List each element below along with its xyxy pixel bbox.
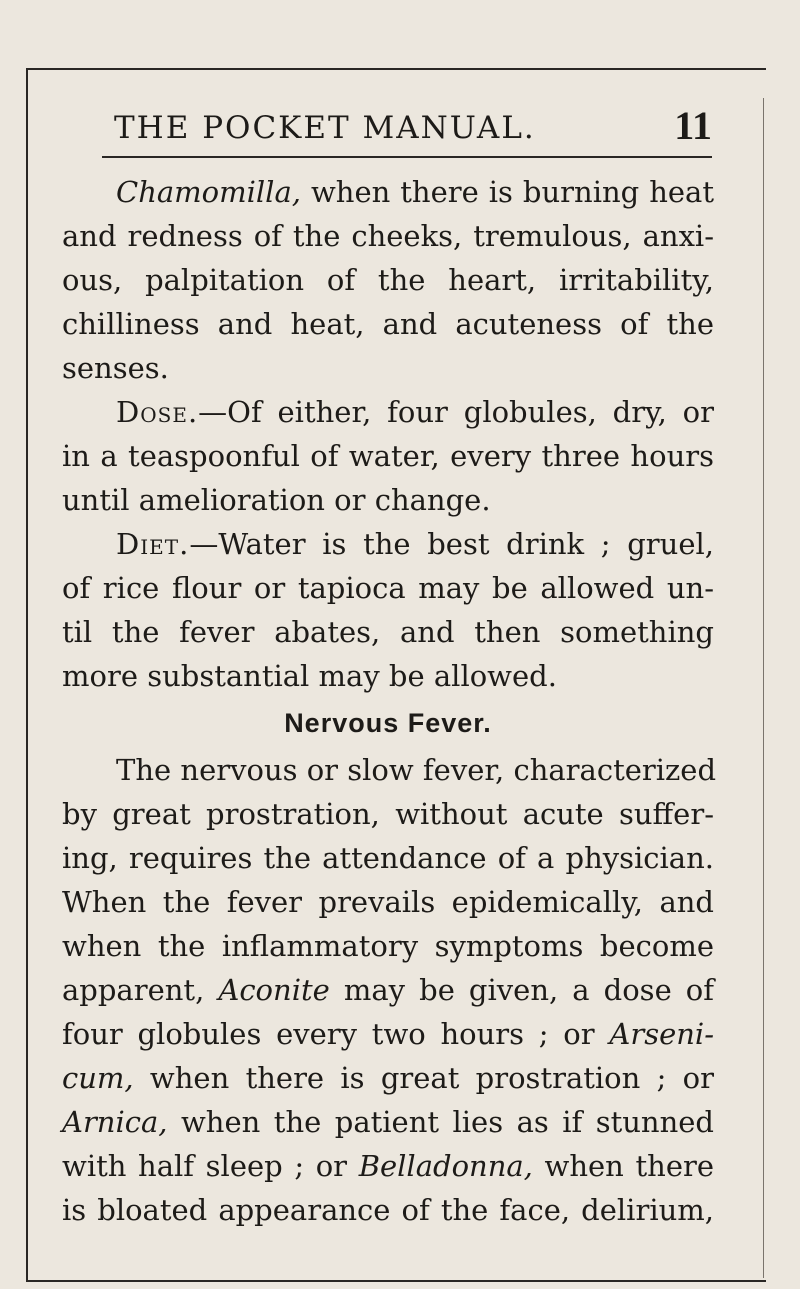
text-line: is bloated appearance of the face, delirium,	[62, 1193, 714, 1227]
text-span: when there	[532, 1149, 715, 1183]
text-line: ing, requires the attendance of a physician.	[62, 841, 714, 875]
text-line: of rice flour or tapioca may be allowed un-	[62, 571, 714, 605]
text-span: when there is great prostration ; or	[133, 1061, 714, 1095]
text-line: The nervous or slow fever, characterized	[116, 753, 717, 787]
section-heading: Nervous Fever.	[284, 708, 492, 738]
frame-edge	[763, 98, 764, 1278]
page-number: 11	[674, 103, 712, 148]
remedy-name: Arnica,	[62, 1105, 168, 1139]
text-span: four globules every two hours ; or	[62, 1017, 610, 1051]
text-line: by great prostration, without acute suffer-	[62, 797, 714, 831]
remedy-name: Chamomilla,	[116, 175, 301, 209]
text-line	[62, 522, 714, 566]
text-line: more substantial may be allowed.	[62, 659, 557, 693]
text-line	[62, 1012, 714, 1056]
page-header	[100, 100, 714, 150]
text-line	[62, 1056, 714, 1100]
page-body	[62, 170, 717, 1232]
remedy-name: Belladonna,	[358, 1149, 533, 1183]
text-line	[62, 170, 714, 214]
text-line: when the inflammatory symptoms become	[62, 929, 714, 963]
text-span: may be given, a dose of	[329, 973, 715, 1007]
text-line: until amelioration or change.	[62, 483, 491, 517]
text-line	[62, 1144, 714, 1188]
text-line: ous, palpitation of the heart, irritability,	[62, 263, 714, 297]
text-line: chilliness and heat, and acuteness of the	[62, 307, 714, 341]
text-line: and redness of the cheeks, tremulous, anxi-	[62, 219, 714, 253]
text-span: with half sleep ; or	[62, 1149, 359, 1183]
text-line: senses.	[62, 351, 169, 385]
section-label-dose: Dose.	[116, 395, 199, 429]
header-rule	[102, 156, 712, 158]
remedy-name: cum,	[62, 1061, 134, 1095]
running-head: THE POCKET MANUAL.	[114, 110, 536, 146]
text-line	[62, 968, 714, 1012]
text-line	[62, 390, 714, 434]
text-line: in a teaspoonful of water, every three hours	[62, 439, 714, 473]
text-line	[62, 1100, 714, 1144]
text-span: —Of either, four globules, dry, or	[198, 395, 714, 429]
text-line: til the fever abates, and then something	[62, 615, 714, 649]
text-span: apparent,	[62, 973, 219, 1007]
remedy-name: Arseni-	[609, 1017, 714, 1051]
text-span: —Water is the best drink ; gruel,	[189, 527, 714, 561]
text-span: when there is burning heat	[300, 175, 714, 209]
section-label-diet: Diet.	[116, 527, 190, 561]
text-span: when the patient lies as if stunned	[167, 1105, 714, 1139]
remedy-name: Aconite	[218, 973, 330, 1007]
text-line: When the fever prevails epidemically, and	[62, 885, 714, 919]
